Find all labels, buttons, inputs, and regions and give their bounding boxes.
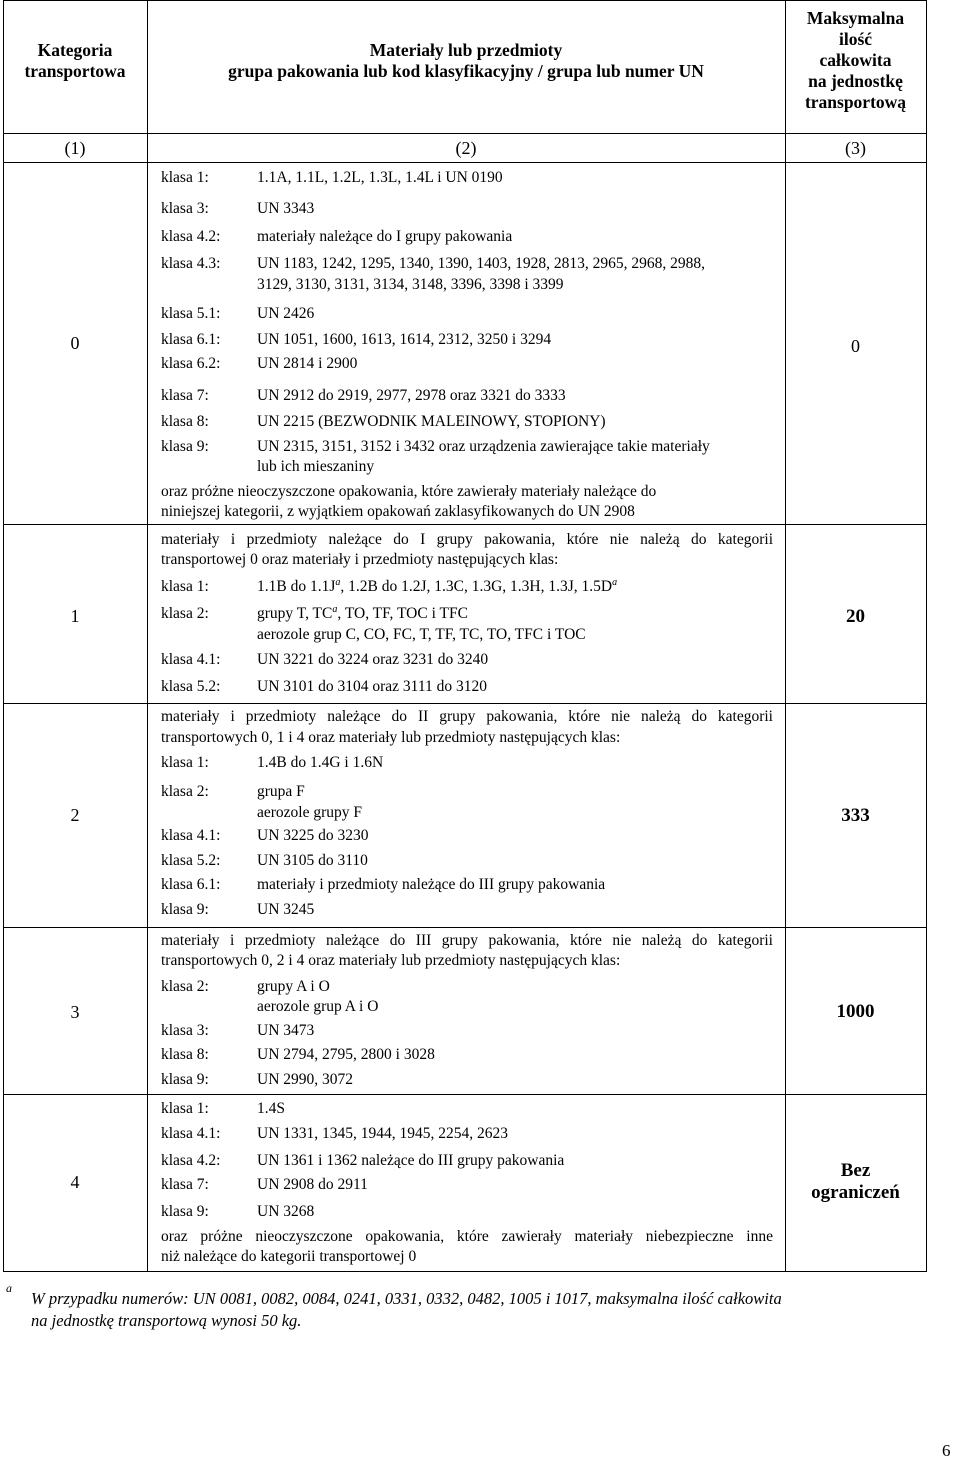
column-divider-1 <box>147 0 148 1272</box>
class-value: UN 3101 do 3104 oraz 3111 do 3120 <box>257 678 488 695</box>
class-value: UN 1361 i 1362 należące do III grupy pakowania <box>257 1152 565 1169</box>
header-materials: Materiały lub przedmioty grupa pakowania lub kod klasyfikacyjny / grupa lub numer UN <box>228 40 704 81</box>
class-label: klasa 8: <box>161 1046 209 1063</box>
class-value: UN 3221 do 3224 oraz 3231 do 3240 <box>257 651 489 668</box>
class-value: UN 2990, 3072 <box>257 1071 354 1088</box>
class-label: klasa 4.2: <box>161 1152 221 1169</box>
max-quantity-3: 1000 <box>836 1001 875 1022</box>
column-number-1: (1) <box>64 138 86 158</box>
category-intro: materiały i przedmioty należące do III grupy pakowania, które nie należą do kategorii <box>161 932 773 949</box>
footnote-mark: a <box>6 1281 12 1295</box>
class-value: UN 2908 do 2911 <box>257 1176 368 1193</box>
class-value: grupy A i O <box>257 978 330 995</box>
category-intro: materiały i przedmioty należące do II grupy pakowania, które nie należą do kategorii <box>161 708 773 725</box>
class-value: UN 3473 <box>257 1022 315 1039</box>
class-label: klasa 1: <box>161 754 209 771</box>
class-value: UN 2912 do 2919, 2977, 2978 oraz 3321 do 3333 <box>257 387 566 404</box>
class-value: UN 2814 i 2900 <box>257 355 358 372</box>
footnote-text: W przypadku numerów: UN 0081, 0082, 0084, 0241, 0331, 0332, 0482, 1005 i 1017, maksymalna ilość całkowita <box>31 1289 782 1308</box>
packaging-note-continued: niż należące do kategorii transportowej 0 <box>161 1248 417 1265</box>
class-value: UN 2426 <box>257 305 315 322</box>
class-value-continued: 3129, 3130, 3131, 3134, 3148, 3396, 3398 i 3399 <box>257 276 564 293</box>
class-label: klasa 4.1: <box>161 1125 221 1142</box>
class-label: klasa 1: <box>161 169 209 186</box>
column-number-2: (2) <box>455 138 477 158</box>
class-label: klasa 4.3: <box>161 255 221 272</box>
packaging-note-continued: niniejszej kategorii, z wyjątkiem opakowań zaklasyfikowanych do UN 2908 <box>161 503 635 520</box>
class-label: klasa 9: <box>161 1203 209 1220</box>
class-value-continued: aerozole grupy F <box>257 804 363 821</box>
class-value: grupy T, $TC^a$, TO, TF, TOC i TFC <box>257 604 468 622</box>
class-label: klasa 4.1: <box>161 651 221 668</box>
number-row-divider <box>3 162 927 163</box>
class-value-continued: lub ich mieszaniny <box>257 458 375 475</box>
max-quantity-0: 0 <box>851 336 860 356</box>
category-0: 0 <box>70 333 80 353</box>
table-border-bottom <box>3 1271 927 1272</box>
class-label: klasa 5.2: <box>161 678 221 695</box>
table-border-top <box>3 0 927 1</box>
class-value-continued: aerozole grup A i O <box>257 998 379 1015</box>
class-value: UN 3268 <box>257 1203 315 1220</box>
class-label: klasa 7: <box>161 387 209 404</box>
class-label: klasa 4.1: <box>161 827 221 844</box>
row-divider-0 <box>3 524 927 525</box>
class-label: klasa 2: <box>161 783 209 800</box>
class-label: klasa 4.2: <box>161 228 221 245</box>
category-intro-continued: transportowych 0, 1 i 4 oraz materiały lub przedmioty następujących klas: <box>161 729 621 746</box>
max-quantity-1: 20 <box>846 606 865 627</box>
header-max-quantity: Maksymalna ilość całkowita na jednostkę transportową <box>804 8 907 112</box>
category-intro-continued: transportowej 0 oraz materiały i przedmioty następujących klas: <box>161 551 559 568</box>
header-divider <box>3 133 927 134</box>
class-value: UN 3343 <box>257 200 315 217</box>
class-value: UN 1051, 1600, 1613, 1614, 2312, 3250 i 3294 <box>257 331 552 348</box>
column-divider-2 <box>785 0 786 1272</box>
page-number: 6 <box>942 1441 951 1460</box>
class-value: UN 2794, 2795, 2800 i 3028 <box>257 1046 435 1063</box>
footnote-marker: a <box>332 604 338 615</box>
class-value: 1.4S <box>257 1100 285 1117</box>
class-label: klasa 3: <box>161 200 209 217</box>
category-4: 4 <box>70 1172 80 1192</box>
class-label: klasa 1: <box>161 578 209 595</box>
class-value: UN 1183, 1242, 1295, 1340, 1390, 1403, 1928, 2813, 2965, 2968, 2988, <box>257 255 706 272</box>
class-label: klasa 9: <box>161 901 209 918</box>
category-2: 2 <box>70 805 80 825</box>
class-label: klasa 5.2: <box>161 852 221 869</box>
class-label: klasa 3: <box>161 1022 209 1039</box>
class-value: 1.1A, 1.1L, 1.2L, 1.3L, 1.4L i UN 0190 <box>257 169 503 186</box>
header-category: Kategoria transportowa <box>24 40 126 81</box>
max-quantity-2: 333 <box>841 805 870 826</box>
max-quantity-4: Bez ograniczeń <box>811 1160 900 1203</box>
class-value: materiały należące do I grupy pakowania <box>257 228 513 245</box>
class-label: klasa 2: <box>161 978 209 995</box>
footnote-marker: a <box>612 577 618 588</box>
category-1: 1 <box>70 606 80 626</box>
class-value: 1.1B do $1.1J^a$, 1.2B do 1.2J, 1.3C, 1.3G, 1.3H, 1.3J, $1.5D^a$ <box>257 577 618 595</box>
class-label: klasa 8: <box>161 413 209 430</box>
class-value: UN 3245 <box>257 901 315 918</box>
class-value: 1.4B do 1.4G i 1.6N <box>257 754 384 771</box>
category-3: 3 <box>70 1002 80 1022</box>
class-label: klasa 9: <box>161 438 209 455</box>
class-label: klasa 6.2: <box>161 355 221 372</box>
category-intro: materiały i przedmioty należące do I grupy pakowania, które nie należą do kategorii <box>161 531 773 548</box>
category-intro-continued: transportowych 0, 2 i 4 oraz materiały lub przedmioty następujących klas: <box>161 952 621 969</box>
class-label: klasa 5.1: <box>161 305 221 322</box>
class-label: klasa 7: <box>161 1176 209 1193</box>
class-value: UN 1331, 1345, 1944, 1945, 2254, 2623 <box>257 1125 509 1142</box>
packaging-note: oraz próżne nieoczyszczone opakowania, które zawierały materiały niebezpieczne inne <box>161 1228 773 1245</box>
footnote-marker: a <box>335 577 341 588</box>
row-divider-3 <box>3 1094 927 1095</box>
column-number-3: (3) <box>845 138 866 158</box>
class-label: klasa 6.1: <box>161 331 221 348</box>
class-value: UN 2215 (BEZWODNIK MALEINOWY, STOPIONY) <box>257 413 606 430</box>
class-value-continued: aerozole grup C, CO, FC, T, TF, TC, TO, TFC i TOC <box>257 626 586 643</box>
class-label: klasa 2: <box>161 605 209 622</box>
class-label: klasa 1: <box>161 1100 209 1117</box>
footnote-text-continued: na jednostkę transportową wynosi 50 kg. <box>31 1311 302 1330</box>
class-label: klasa 9: <box>161 1071 209 1088</box>
class-value: UN 3225 do 3230 <box>257 827 369 844</box>
class-label: klasa 6.1: <box>161 876 221 893</box>
class-value: UN 3105 do 3110 <box>257 852 368 869</box>
class-value: grupa F <box>257 783 305 800</box>
packaging-note: oraz próżne nieoczyszczone opakowania, które zawierały materiały należące do <box>161 483 657 500</box>
row-divider-2 <box>3 927 927 928</box>
class-value: UN 2315, 3151, 3152 i 3432 oraz urządzenia zawierające takie materiały <box>257 438 710 455</box>
table-border-left <box>3 0 4 1272</box>
table-border-right <box>926 0 927 1272</box>
row-divider-1 <box>3 703 927 704</box>
class-value: materiały i przedmioty należące do III grupy pakowania <box>257 876 606 893</box>
